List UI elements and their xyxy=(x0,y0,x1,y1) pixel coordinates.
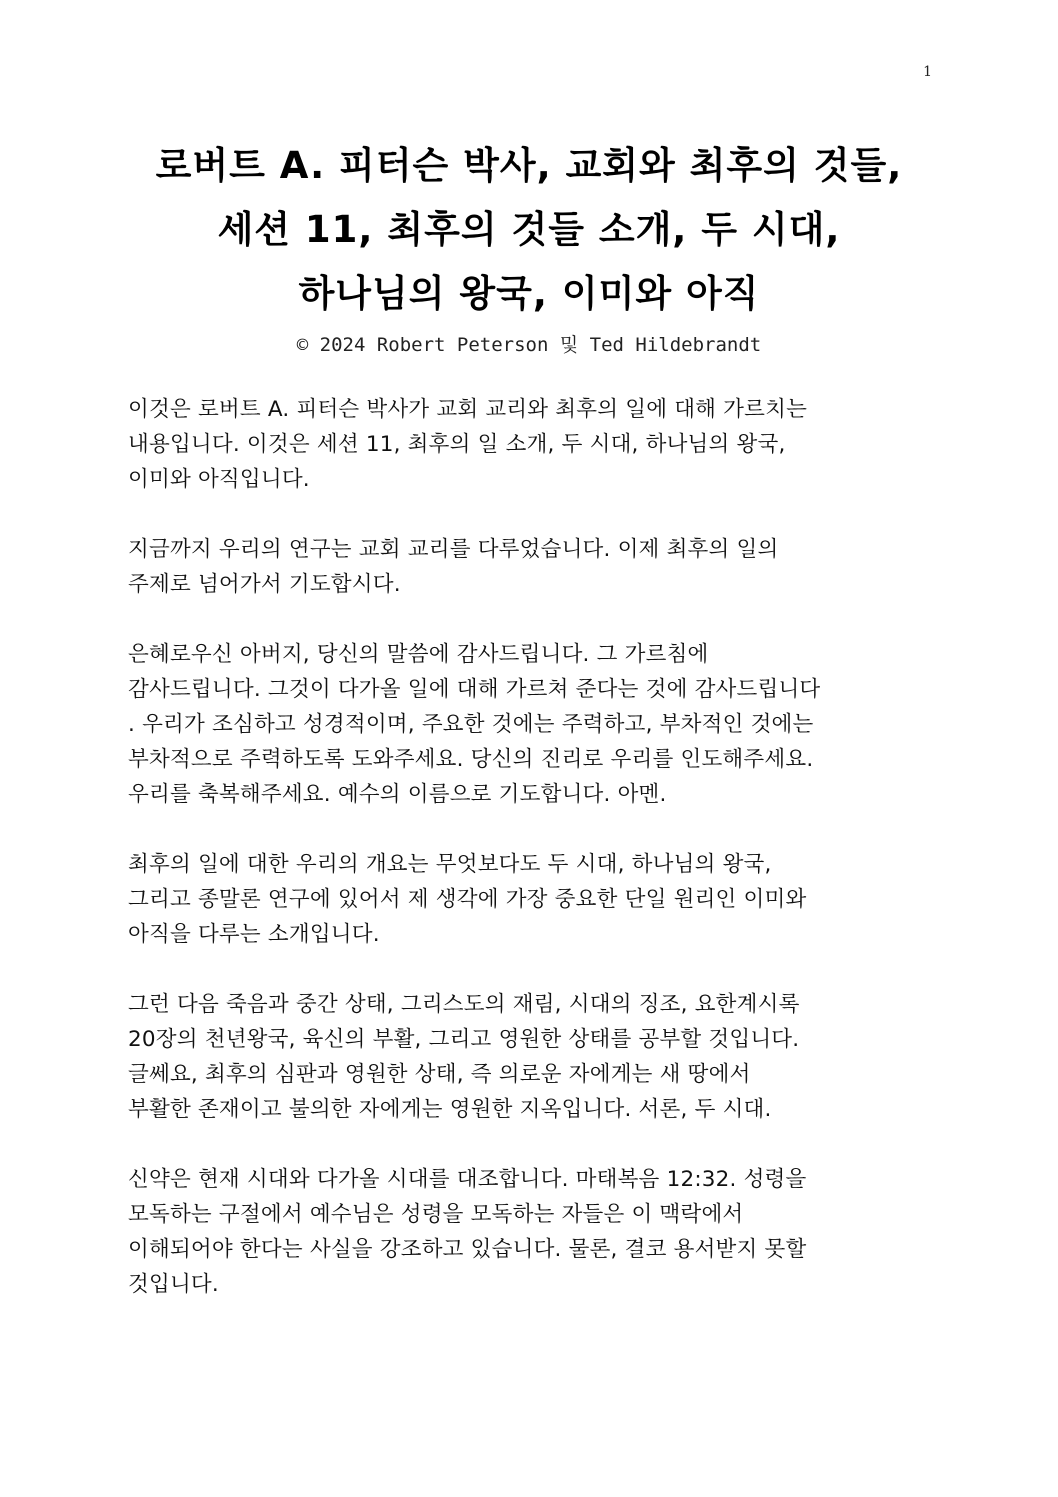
title-line: 하나님의 왕국, 이미와 아직 xyxy=(298,272,760,315)
document-body xyxy=(128,392,928,1337)
text-line: 그런 다음 죽음과 중간 상태, 그리스도의 재림, 시대의 징조, 요한계시록 xyxy=(128,992,800,1017)
paragraph-prayer xyxy=(128,637,928,812)
text-line: 이미와 아직입니다. xyxy=(128,467,310,492)
text-line: 최후의 일에 대한 우리의 개요는 무엇보다도 두 시대, 하나님의 왕국, xyxy=(128,852,772,877)
text-line: 감사드립니다. 그것이 다가올 일에 대해 가르쳐 준다는 것에 감사드립니다 xyxy=(128,677,821,702)
copyright-notice: © 2024 Robert Peterson 및 Ted Hildebrandt xyxy=(296,334,762,356)
text-line: 부차적으로 주력하도록 도와주세요. 당신의 진리로 우리를 인도해주세요. xyxy=(128,747,814,772)
text-line: 그리고 종말론 연구에 있어서 제 생각에 가장 중요한 단일 원리인 이미와 xyxy=(128,887,807,912)
document-title xyxy=(70,134,988,326)
text-line: 모독하는 구절에서 예수님은 성령을 모독하는 자들은 이 맥락에서 xyxy=(128,1202,744,1227)
paragraph-overview xyxy=(128,847,928,952)
text-line: 신약은 현재 시대와 다가올 시대를 대조합니다. 마태복음 12:32. 성령을 xyxy=(128,1167,807,1192)
title-line: 로버트 A. 피터슨 박사, 교회와 최후의 것들, xyxy=(155,144,903,187)
text-line: 것입니다. xyxy=(128,1272,219,1297)
paragraph-intro xyxy=(128,392,928,497)
text-line: . 우리가 조심하고 성경적이며, 주요한 것에는 주력하고, 부차적인 것에는 xyxy=(128,712,814,737)
text-line: 주제로 넘어가서 기도합시다. xyxy=(128,572,401,597)
text-line: 글쎄요, 최후의 심판과 영원한 상태, 즉 의로운 자에게는 새 땅에서 xyxy=(128,1062,751,1087)
title-line: 세션 11, 최후의 것들 소개, 두 시대, xyxy=(217,208,841,251)
text-line: 이해되어야 한다는 사실을 강조하고 있습니다. 물론, 결코 용서받지 못할 xyxy=(128,1237,807,1262)
text-line: 아직을 다루는 소개입니다. xyxy=(128,922,380,947)
text-line: 우리를 축복해주세요. 예수의 이름으로 기도합니다. 아멘. xyxy=(128,782,667,807)
text-line: 부활한 존재이고 불의한 자에게는 영원한 지옥입니다. 서론, 두 시대. xyxy=(128,1097,772,1122)
text-line: 20장의 천년왕국, 육신의 부활, 그리고 영원한 상태를 공부할 것입니다. xyxy=(128,1027,800,1052)
paragraph-two-ages xyxy=(128,1162,928,1302)
paragraph-outline xyxy=(128,987,928,1127)
page-number: 1 xyxy=(923,64,932,80)
text-line: 이것은 로버트 A. 피터슨 박사가 교회 교리와 최후의 일에 대해 가르치는 xyxy=(128,397,808,422)
text-line: 내용입니다. 이것은 세션 11, 최후의 일 소개, 두 시대, 하나님의 왕국, xyxy=(128,432,786,457)
text-line: 지금까지 우리의 연구는 교회 교리를 다루었습니다. 이제 최후의 일의 xyxy=(128,537,779,562)
text-line: 은혜로우신 아버지, 당신의 말씀에 감사드립니다. 그 가르침에 xyxy=(128,642,709,667)
paragraph-transition xyxy=(128,532,928,602)
